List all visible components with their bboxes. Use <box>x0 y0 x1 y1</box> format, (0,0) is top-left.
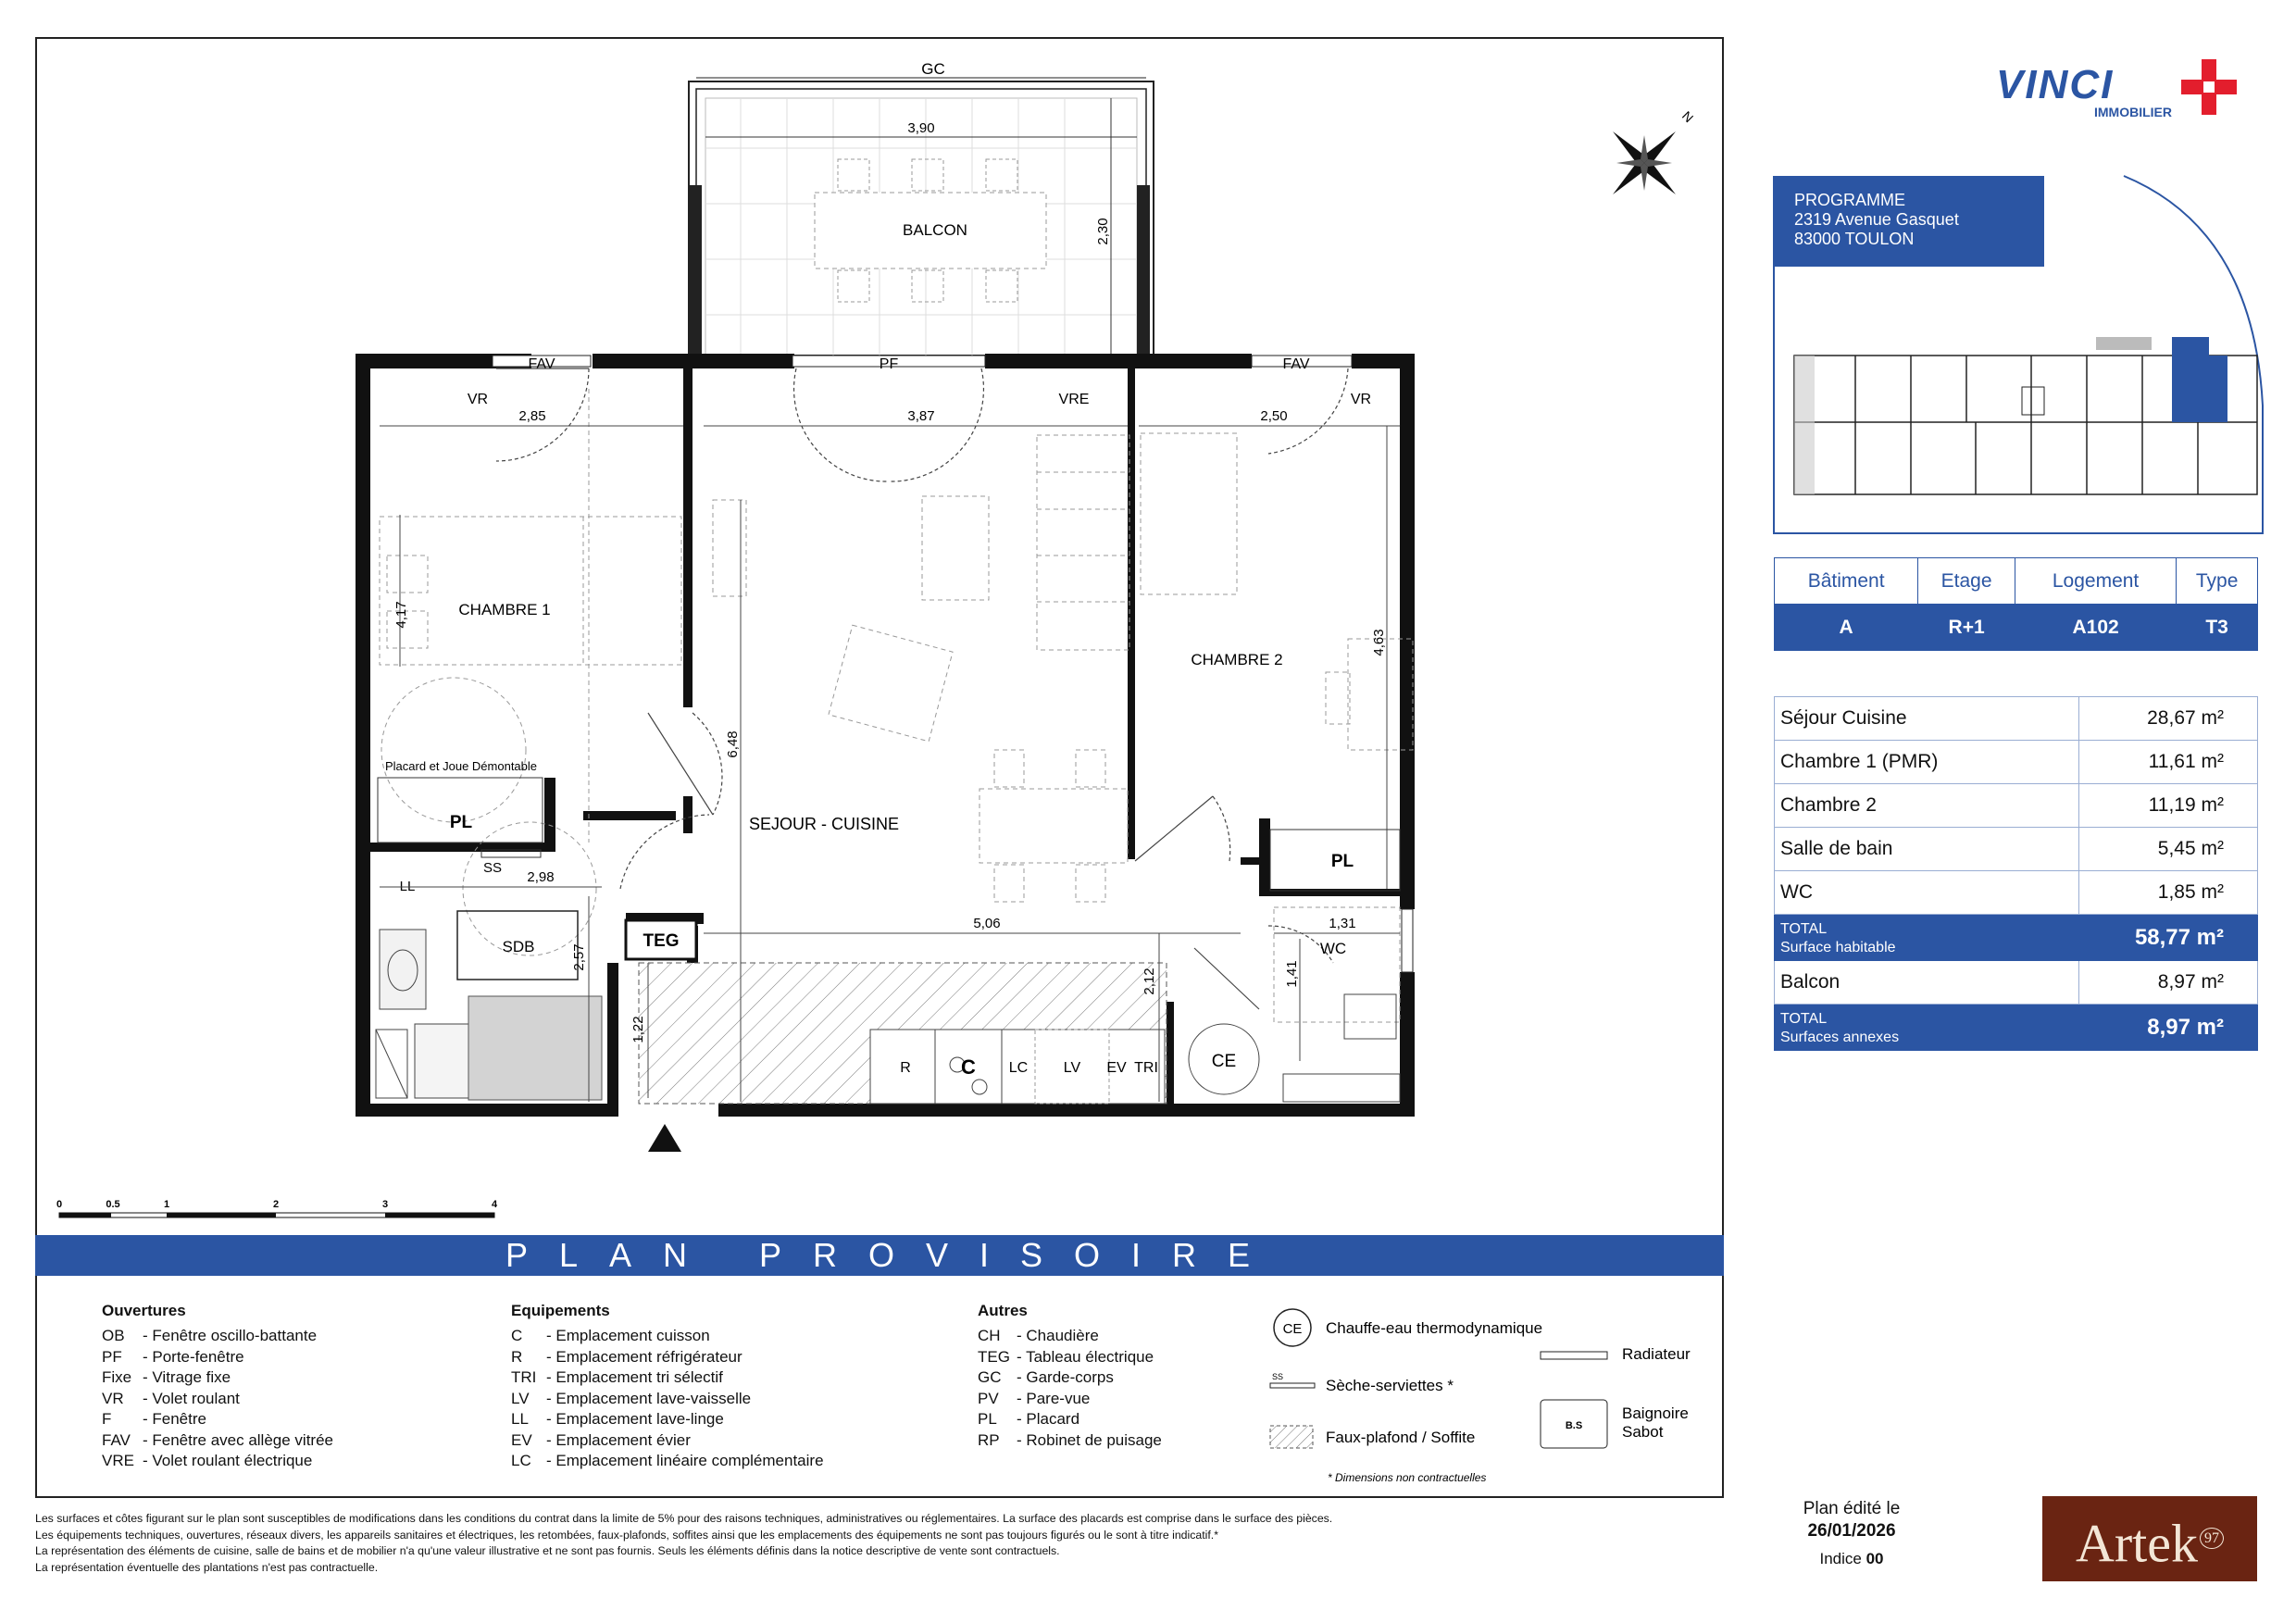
scale-label: 2 <box>272 1199 280 1210</box>
legend-autres <box>978 1302 1162 1451</box>
label-c: C <box>961 1055 976 1079</box>
label-fav-right: FAV <box>1282 356 1310 372</box>
legend-row: TEG - Tableau électrique <box>978 1347 1154 1366</box>
surface-row: Salle de bain 5,45 m² <box>1775 828 2258 871</box>
label-tri: TRI <box>1134 1060 1158 1076</box>
plan-provisoire-banner: PLAN PROVISOIRE <box>35 1235 1724 1276</box>
info-header: Etage <box>1918 558 2015 605</box>
scale-label: 0 <box>56 1199 63 1210</box>
label-vr-left: VR <box>467 392 489 407</box>
info-value: A <box>1775 605 1918 651</box>
label-r: R <box>900 1060 911 1076</box>
legend-fp-text: Faux-plafond / Soffite <box>1326 1429 1476 1446</box>
label-vre: VRE <box>1058 392 1090 407</box>
disclaimer-line: Les équipements techniques, ouvertures, réseaux divers, les appareils sanitaires et électriques, les retombées, faux-plafonds, soffites ainsi que les emplacements des équipements ne sont pas toujours figurés ou le sont à titre indicatif.* <box>35 1528 1218 1542</box>
info-table <box>1774 557 2258 651</box>
entrance-arrow-icon <box>648 1124 681 1152</box>
legend-row: OB - Fenêtre oscillo-battante <box>102 1327 318 1344</box>
edition-date: 26/01/2026 <box>1807 1521 1896 1541</box>
total-habitable-row: TOTAL Surface habitable 58,77 m² <box>1775 915 2258 961</box>
artek-logo <box>2042 1496 2257 1581</box>
legend-row: RP - Robinet de puisage <box>978 1430 1162 1449</box>
dim-teg-height: 1,22 <box>630 1016 646 1043</box>
room-label-sdb: SDB <box>502 938 535 955</box>
vinci-logo <box>1990 54 2250 128</box>
legend-row: PL - Placard <box>978 1410 1080 1428</box>
dim-sdb-width: 2,98 <box>527 869 555 885</box>
artek-wordmark: Artek <box>2075 1513 2199 1574</box>
chambre2-furniture <box>1141 433 1413 750</box>
info-header: Bâtiment <box>1775 558 1918 605</box>
info-value: R+1 <box>1918 605 2015 651</box>
note-placard: Placard et Joue Démontable <box>384 759 538 773</box>
label-vr-right: VR <box>1350 392 1372 407</box>
dim-ch2-width: 2,50 <box>1260 408 1288 424</box>
dim-sejour-height: 6,48 <box>725 730 741 758</box>
balcony <box>689 60 1154 356</box>
scale-bar <box>56 1199 498 1217</box>
info-header: Type <box>2177 558 2258 605</box>
info-value: A102 <box>2015 605 2176 651</box>
compass-icon <box>1609 108 1697 198</box>
ce-symbol-icon: CE <box>1282 1321 1303 1337</box>
dim-sdb-height: 2,57 <box>571 943 587 971</box>
vinci-cross-icon <box>2181 59 2237 115</box>
bs-label: B.S <box>1565 1420 1583 1431</box>
edition-info <box>1759 1498 1944 1570</box>
legend-title: Ouvertures <box>102 1302 186 1319</box>
room-label-chambre2: CHAMBRE 2 <box>1191 651 1283 668</box>
indice-label: Indice <box>1819 1550 1862 1567</box>
scale-label: 4 <box>491 1199 498 1210</box>
legend-ouvertures <box>102 1302 333 1472</box>
ss-symbol-icon: SS <box>1272 1372 1284 1381</box>
legend-row: TRI - Emplacement tri sélectif <box>511 1368 723 1386</box>
legend-row: PF - Porte-fenêtre <box>102 1347 244 1366</box>
room-label-chambre1: CHAMBRE 1 <box>458 601 551 618</box>
legend-baignoire: Baignoire <box>1622 1405 1689 1422</box>
edition-label: Plan édité le <box>1803 1499 1901 1518</box>
door-swings <box>496 368 1348 1009</box>
surface-table <box>1774 696 2258 1051</box>
scale-label: 0.5 <box>106 1199 120 1210</box>
label-fav-left: FAV <box>528 356 555 372</box>
legend-row: LV - Emplacement lave-vaisselle <box>511 1389 752 1407</box>
dim-balcon-height: 2,30 <box>1095 218 1111 245</box>
surface-row: Chambre 2 11,19 m² <box>1775 784 2258 828</box>
surface-row: Balcon 8,97 m² <box>1775 961 2258 1005</box>
disclaimer-line: La représentation éventuelle des plantations n'est pas contractuelle. <box>35 1560 379 1574</box>
surface-row: Séjour Cuisine 28,67 m² <box>1775 697 2258 741</box>
legend-ce-text: Chauffe-eau thermodynamique <box>1326 1319 1543 1337</box>
scale-label: 1 <box>163 1199 170 1210</box>
svg-text:N: N <box>1678 107 1697 126</box>
legend-row: VRE - Volet roulant électrique <box>102 1452 313 1469</box>
sdb <box>376 911 602 1100</box>
radiator-icon <box>1541 1352 1607 1359</box>
room-label-pl-right: PL <box>1330 852 1354 871</box>
legend-row: GC - Garde-corps <box>978 1368 1114 1386</box>
info-value: T3 <box>2177 605 2258 651</box>
legend-row: EV - Emplacement évier <box>511 1430 691 1449</box>
room-label-pl-left: PL <box>449 813 473 832</box>
legend-note: * Dimensions non contractuelles <box>1328 1471 1487 1484</box>
room-label-sejour: SEJOUR - CUISINE <box>748 815 900 833</box>
artek-badge: 97 <box>2200 1528 2224 1549</box>
vinci-subtitle: IMMOBILIER <box>2094 105 2172 119</box>
legend-title: Autres <box>978 1302 1028 1319</box>
room-label-balcon: BALCON <box>903 221 967 239</box>
room-label-wc: WC <box>1319 940 1347 957</box>
legend-equipements <box>511 1302 824 1472</box>
legend-sabot: Sabot <box>1622 1423 1664 1441</box>
indice-value: 00 <box>1866 1550 1884 1567</box>
dim-wc-width: 1,31 <box>1329 916 1356 931</box>
apartment-highlight <box>2172 337 2227 422</box>
label-lc: LC <box>1008 1060 1029 1076</box>
programme-city: 83000 TOULON <box>1794 230 1915 248</box>
programme-address: 2319 Avenue Gasquet <box>1794 210 1959 229</box>
info-header: Logement <box>2015 558 2176 605</box>
legend-row: F - Fenêtre <box>102 1410 206 1428</box>
label-lv: LV <box>1063 1060 1081 1076</box>
dim-ch2-height: 4,63 <box>1371 629 1387 656</box>
dim-sejour-width: 3,87 <box>907 408 935 424</box>
dim-ch1-height: 4,17 <box>393 601 409 629</box>
legend-row: CH - Chaudière <box>978 1327 1099 1344</box>
surface-row: Chambre 1 (PMR) 11,61 m² <box>1775 741 2258 784</box>
room-label-ce: CE <box>1211 1052 1237 1071</box>
floor-plan <box>37 39 1722 1233</box>
room-label-teg: TEG <box>643 931 680 951</box>
legend-row: LL - Emplacement lave-linge <box>511 1410 724 1428</box>
scale-label: 3 <box>381 1199 389 1210</box>
dim-kitchen-height: 2,12 <box>1142 968 1157 995</box>
dim-wc-height: 1,41 <box>1284 960 1300 988</box>
label-ss: SS <box>482 860 503 876</box>
disclaimer-line: Les surfaces et côtes figurant sur le plan sont susceptibles de modifications dans les conditions du contrat dans la limite de 5% pour des raisons techniques, administratives ou réglementaires. La surface des placards est comprise dans le surface des pièces. <box>35 1512 1333 1525</box>
legend-row: FAV - Fenêtre avec allège vitrée <box>102 1430 333 1449</box>
dim-balcon-width: 3,90 <box>907 120 935 136</box>
legend-radiateur: Radiateur <box>1622 1345 1691 1363</box>
legend-ss-text: Sèche-serviettes * <box>1326 1377 1454 1394</box>
total-annexes-row: TOTAL Surfaces annexes 8,97 m² <box>1775 1005 2258 1051</box>
legend-row: Fixe - Vitrage fixe <box>102 1368 231 1386</box>
dim-sejour-bottom: 5,06 <box>973 916 1001 931</box>
label-ll: LL <box>399 879 416 894</box>
disclaimer <box>35 1511 1766 1576</box>
surface-row: WC 1,85 m² <box>1775 871 2258 915</box>
legend-symbols <box>1259 1296 1722 1491</box>
legend-row: LC - Emplacement linéaire complémentaire <box>511 1452 824 1469</box>
dim-ch1-width: 2,85 <box>518 408 546 424</box>
programme-box <box>1774 176 2044 267</box>
legend-row: VR - Volet roulant <box>102 1389 240 1407</box>
disclaimer-line: La représentation des éléments de cuisine, salle de bains et de mobilier n'a qu'une valeur illustrative et ne sont pas fournis. Seuls les éléments définis dans la notice descriptive de vente sont contractuels. <box>35 1544 1060 1557</box>
label-pf: PF <box>879 356 899 372</box>
label-gc: GC <box>921 60 945 78</box>
programme-title: PROGRAMME <box>1794 191 1906 209</box>
legend-row: C - Emplacement cuisson <box>511 1327 710 1344</box>
legend-row: R - Emplacement réfrigérateur <box>511 1347 742 1366</box>
vinci-wordmark: VINCI <box>1996 62 2115 107</box>
label-ev: EV <box>1106 1060 1127 1076</box>
legend-title: Equipements <box>511 1302 610 1319</box>
legend-row: PV - Pare-vue <box>978 1389 1091 1407</box>
